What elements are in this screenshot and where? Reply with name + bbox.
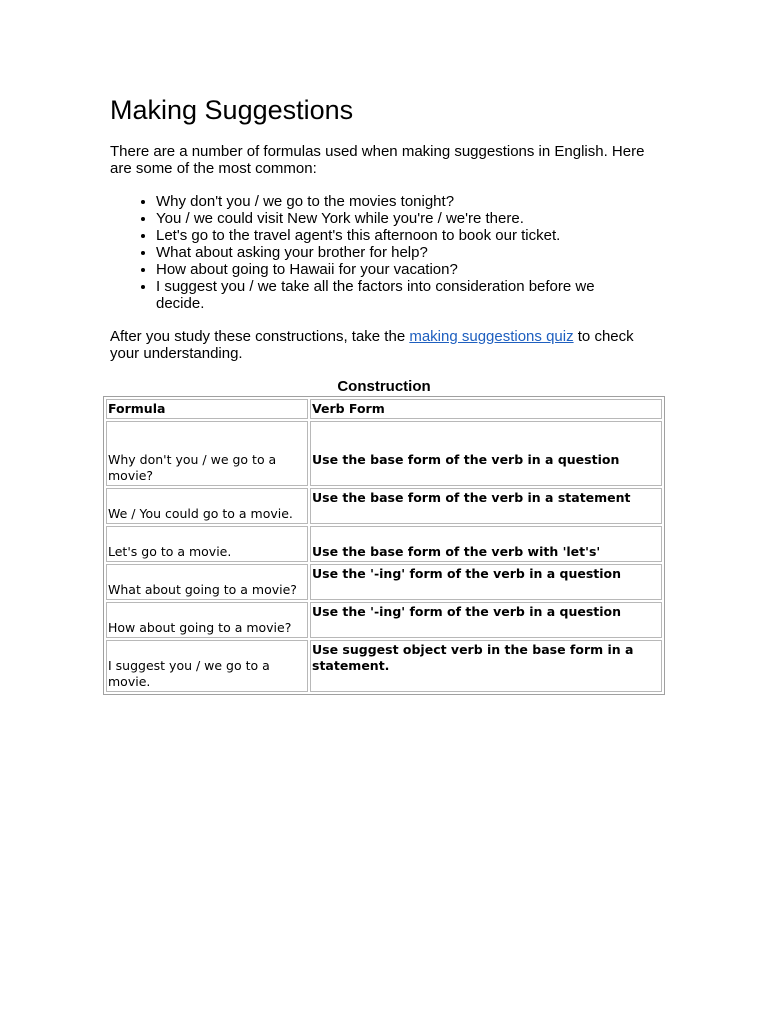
outro-paragraph: [110, 328, 660, 362]
table-row: [106, 640, 662, 692]
outro-text-before: After you study these constructions, take the: [110, 328, 410, 345]
quiz-link[interactable]: making suggestions quiz: [409, 328, 574, 345]
formula-cell: Why don't you / we go to a movie?: [106, 421, 308, 486]
verb-form-cell: Use the base form of the verb in a statement: [310, 488, 662, 524]
header-verb-form: Verb Form: [310, 399, 662, 419]
header-formula: Formula: [106, 399, 308, 419]
formula-cell: We / You could go to a movie.: [106, 488, 308, 524]
verb-form-cell: Use the base form of the verb in a question: [310, 421, 662, 486]
list-item: • How about going to Hawaii for your vacation?: [156, 261, 616, 278]
verb-form-cell: Use the base form of the verb with 'let's': [310, 526, 662, 562]
verb-form-cell: Use the '-ing' form of the verb in a question: [310, 564, 662, 600]
page-title: Making Suggestions: [110, 95, 354, 125]
table-row: [106, 488, 662, 524]
formula-cell: What about going to a movie?: [106, 564, 308, 600]
table-row: [106, 526, 662, 562]
table-row: [106, 421, 662, 486]
list-item: • Why don't you / we go to the movies tonight?: [156, 193, 616, 210]
construction-table: [103, 396, 665, 695]
table-caption: Construction: [337, 378, 431, 395]
list-item: • You / we could visit New York while you're / we're there.: [156, 210, 616, 227]
examples-list: [110, 193, 616, 312]
list-item: • Let's go to the travel agent's this afternoon to book our ticket.: [156, 227, 616, 244]
list-item: • I suggest you / we take all the factors into consideration before we decide.: [156, 278, 616, 312]
table-header-row: [106, 399, 662, 419]
verb-form-cell: Use suggest object verb in the base form in a statement.: [310, 640, 662, 692]
formula-cell: Let's go to a movie.: [106, 526, 308, 562]
document-body: [110, 93, 670, 362]
construction-table-section: [103, 378, 665, 695]
table-row: [106, 602, 662, 638]
intro-paragraph: There are a number of formulas used when making suggestions in English. Here are some of the most common:: [110, 143, 645, 177]
table-row: [106, 564, 662, 600]
verb-form-cell: Use the '-ing' form of the verb in a question: [310, 602, 662, 638]
outro-text-after: to check your understanding.: [110, 328, 634, 362]
formula-cell: How about going to a movie?: [106, 602, 308, 638]
formula-cell: I suggest you / we go to a movie.: [106, 640, 308, 692]
list-item: • What about asking your brother for help?: [156, 244, 616, 261]
